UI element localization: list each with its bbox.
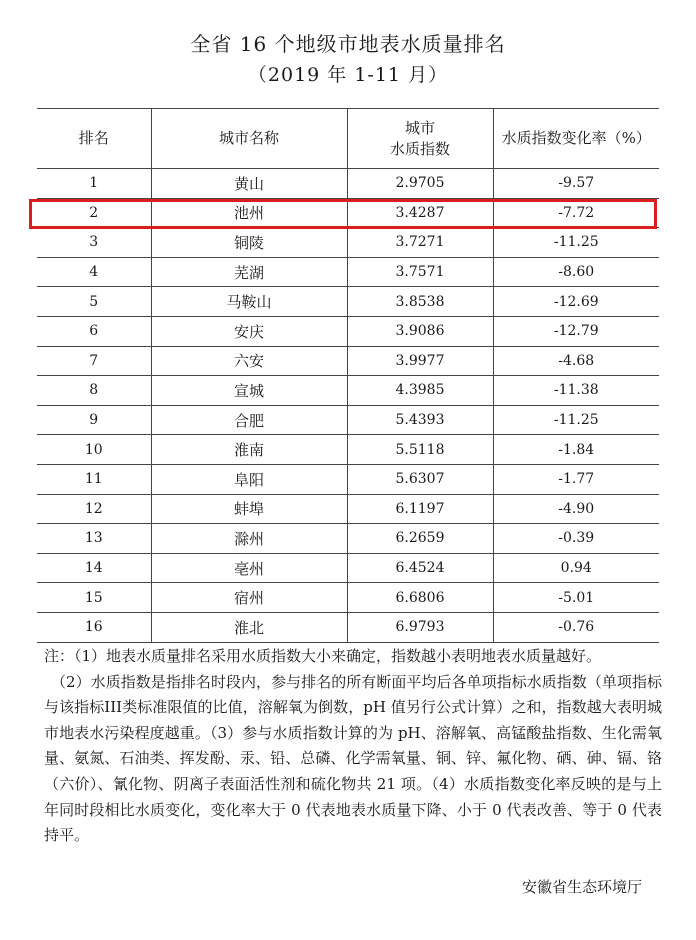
cell-change: -1.84 bbox=[493, 435, 659, 465]
document-title: 全省 16 个地级市地表水质量排名 bbox=[190, 32, 506, 56]
cell-change: -12.79 bbox=[493, 316, 659, 346]
cell-city: 黄山 bbox=[151, 169, 347, 199]
cell-city: 铜陵 bbox=[151, 228, 347, 258]
table-row bbox=[37, 583, 659, 613]
cell-change: -9.57 bbox=[493, 169, 659, 199]
cell-index: 3.7271 bbox=[347, 228, 493, 258]
cell-index: 3.8538 bbox=[347, 287, 493, 317]
cell-city: 亳州 bbox=[151, 553, 347, 583]
cell-city: 宣城 bbox=[151, 376, 347, 406]
cell-index: 6.4524 bbox=[347, 553, 493, 583]
cell-rank: 9 bbox=[37, 405, 151, 435]
cell-rank: 4 bbox=[37, 257, 151, 287]
cell-rank: 3 bbox=[37, 228, 151, 258]
cell-change: -8.60 bbox=[493, 257, 659, 287]
cell-city: 六安 bbox=[151, 346, 347, 376]
table-row bbox=[37, 464, 659, 494]
header-index-line2: 水质指数 bbox=[389, 139, 450, 158]
cell-city: 池州 bbox=[151, 198, 347, 228]
cell-change: -5.01 bbox=[493, 583, 659, 613]
cell-change: -11.38 bbox=[493, 376, 659, 406]
cell-city: 蚌埠 bbox=[151, 494, 347, 524]
cell-city: 芜湖 bbox=[151, 257, 347, 287]
header-change: 水质指数变化率（%） bbox=[493, 109, 659, 169]
cell-rank: 10 bbox=[37, 435, 151, 465]
cell-index: 5.5118 bbox=[347, 435, 493, 465]
table-row bbox=[37, 612, 659, 642]
cell-city: 宿州 bbox=[151, 583, 347, 613]
cell-index: 3.4287 bbox=[347, 198, 493, 228]
note-2: （2）水质指数是指排名时段内，参与排名的所有断面平均后各单项指标水质指数（单项指标与该指标III类标准限值的比值，溶解氧为倒数，pH 值另行公式计算）之和，指数越大表明城市地表水污染程度越重。（3）参与水质指数计算的为 pH、溶解氧、高锰酸盐指数、生化需氧量、氨氮、石油类、挥发酚、汞、铅、总磷、化学需氧量、铜、锌、氟化物、硒、砷、镉、铬（六价）、氰化物、阴离子表面活性剂和硫化物共 21 项。（4）水质指数变化率反映的是与上年同时段相比水质变化，变化率大于 0 代表地表水质量下降、小于 0 代表改善、等于 0 代表持平。 bbox=[44, 672, 662, 845]
cell-index: 3.9086 bbox=[347, 316, 493, 346]
cell-index: 6.6806 bbox=[347, 583, 493, 613]
notes-section bbox=[44, 644, 662, 849]
cell-rank: 2 bbox=[37, 198, 151, 228]
cell-change: -11.25 bbox=[493, 405, 659, 435]
cell-rank: 6 bbox=[37, 316, 151, 346]
table-row bbox=[37, 376, 659, 406]
cell-change: -4.90 bbox=[493, 494, 659, 524]
cell-city: 阜阳 bbox=[151, 464, 347, 494]
table-row bbox=[37, 524, 659, 554]
table-row bbox=[37, 287, 659, 317]
cell-city: 淮北 bbox=[151, 612, 347, 642]
cell-rank: 8 bbox=[37, 376, 151, 406]
table-row bbox=[37, 316, 659, 346]
header-index-line1: 城市 bbox=[404, 118, 435, 137]
table-row bbox=[37, 228, 659, 258]
cell-city: 安庆 bbox=[151, 316, 347, 346]
table-row bbox=[37, 346, 659, 376]
table-row bbox=[37, 553, 659, 583]
cell-index: 3.9977 bbox=[347, 346, 493, 376]
cell-index: 6.9793 bbox=[347, 612, 493, 642]
table-row bbox=[37, 198, 659, 228]
cell-rank: 11 bbox=[37, 464, 151, 494]
cell-change: -7.72 bbox=[493, 198, 659, 228]
cell-rank: 7 bbox=[37, 346, 151, 376]
cell-rank: 14 bbox=[37, 553, 151, 583]
cell-rank: 1 bbox=[37, 169, 151, 199]
cell-city: 合肥 bbox=[151, 405, 347, 435]
table-row bbox=[37, 435, 659, 465]
cell-change: 0.94 bbox=[493, 553, 659, 583]
signature: 安徽省生态环境厅 bbox=[521, 878, 642, 896]
cell-rank: 15 bbox=[37, 583, 151, 613]
document-subtitle: （2019 年 1-11 月） bbox=[247, 64, 449, 86]
cell-change: -0.76 bbox=[493, 612, 659, 642]
note-1: 注：（1）地表水质量排名采用水质指数大小来确定，指数越小表明地表水质量越好。 bbox=[44, 647, 602, 665]
cell-index: 6.2659 bbox=[347, 524, 493, 554]
cell-change: -1.77 bbox=[493, 464, 659, 494]
ranking-table bbox=[37, 108, 659, 643]
cell-index: 6.1197 bbox=[347, 494, 493, 524]
cell-city: 淮南 bbox=[151, 435, 347, 465]
header-index bbox=[347, 109, 493, 169]
table-row bbox=[37, 257, 659, 287]
cell-change: -12.69 bbox=[493, 287, 659, 317]
cell-index: 2.9705 bbox=[347, 169, 493, 199]
table-body bbox=[37, 169, 659, 643]
cell-change: -4.68 bbox=[493, 346, 659, 376]
cell-index: 5.4393 bbox=[347, 405, 493, 435]
header-city: 城市名称 bbox=[151, 109, 347, 169]
table-row bbox=[37, 494, 659, 524]
header-rank: 排名 bbox=[37, 109, 151, 169]
cell-rank: 16 bbox=[37, 612, 151, 642]
cell-rank: 5 bbox=[37, 287, 151, 317]
cell-city: 滁州 bbox=[151, 524, 347, 554]
cell-change: -0.39 bbox=[493, 524, 659, 554]
cell-index: 3.7571 bbox=[347, 257, 493, 287]
cell-index: 4.3985 bbox=[347, 376, 493, 406]
table-header-row bbox=[37, 109, 659, 169]
table-row bbox=[37, 405, 659, 435]
cell-city: 马鞍山 bbox=[151, 287, 347, 317]
cell-index: 5.6307 bbox=[347, 464, 493, 494]
cell-change: -11.25 bbox=[493, 228, 659, 258]
table-row bbox=[37, 169, 659, 199]
cell-rank: 12 bbox=[37, 494, 151, 524]
cell-rank: 13 bbox=[37, 524, 151, 554]
